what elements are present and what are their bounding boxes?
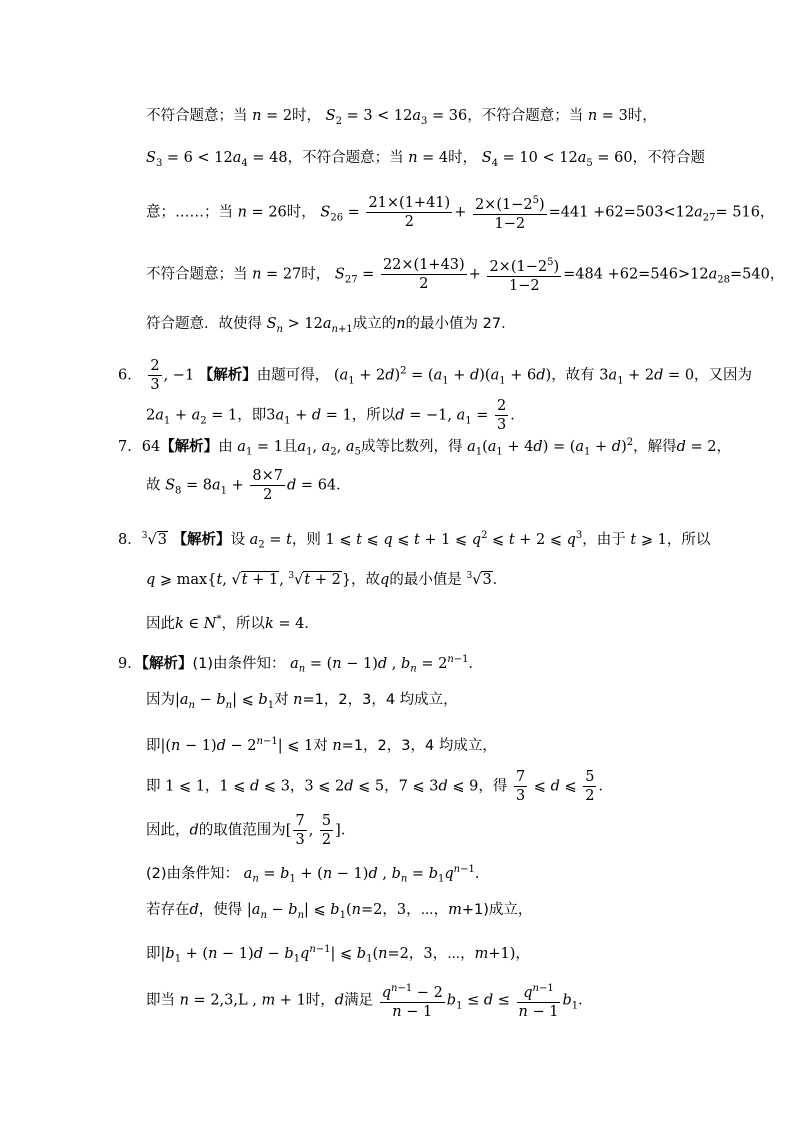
p5-line-5: 符合题意．故使得 $S_n > 12a_{n+1}$成立的n的最小值为 27． bbox=[146, 316, 516, 335]
fraction: $\frac{7}{3}$ bbox=[515, 769, 526, 804]
text: 由题可得， bbox=[256, 367, 330, 384]
text: 的取值范围为 bbox=[198, 822, 286, 839]
text: 设 bbox=[230, 531, 246, 548]
text: 时， bbox=[292, 108, 322, 124]
fraction: $\frac{q^{n-1}}{n - 1}$ bbox=[517, 980, 561, 1021]
text: 因此， bbox=[146, 822, 190, 839]
q9-line-4: 即 1 ⩽ 1，1 ⩽ d ⩽ 3，3 ⩽ 2d ⩽ 5，7 ⩽ 3d ⩽ 9，得 $\frac{7}{3}$ ⩽ d ⩽ $\frac{5}{2}$ ． bbox=[146, 769, 613, 804]
q8-line-2: q ⩾ max{t, √t + 1, $^3$√t + 2}，故q的最小值是 $^3$√3． bbox=[146, 571, 508, 588]
q9-line-1: 9．【解析】(1)由条件知： $a_n = (n - 1)d$ , $b_n = 2^{n-1}$． bbox=[118, 654, 484, 675]
text: ，即 bbox=[237, 407, 267, 424]
text: 时， bbox=[286, 204, 316, 221]
text: 时， bbox=[305, 992, 335, 1009]
analysis-tag: 【解析】 bbox=[198, 367, 257, 384]
text: +1)成立， bbox=[461, 902, 533, 918]
text: ，则 bbox=[291, 531, 321, 548]
text: 即当 bbox=[146, 992, 175, 1009]
text: ，不符合题 bbox=[632, 150, 706, 166]
fraction: $\frac{22\times(1+43)}{2}$ bbox=[382, 256, 465, 292]
p5-line-4: 不符合题意；当 n = 27时， $S_{27}$ = $\frac{22\times(1+43)}{2}$ + $\frac{2\times(1-2^5)}{1-2}$ $=484 +62=546>12a_{28}=540$， bbox=[146, 254, 784, 295]
text: 符合题意．故使得 bbox=[146, 316, 262, 332]
fraction: $\frac{21\times(1+41)}{2}$ bbox=[368, 194, 451, 230]
text: =484 +62=546>12 bbox=[563, 266, 709, 283]
text: 成等比数列，得 bbox=[360, 438, 463, 455]
text: 不符合题意；当 bbox=[146, 108, 248, 124]
text: ，不符合题意；当 bbox=[287, 150, 404, 166]
text: ，故 bbox=[351, 571, 381, 588]
answer: , −1 bbox=[163, 367, 195, 384]
text: =1，2，3，4 均成立， bbox=[341, 737, 497, 754]
question-number: 8． bbox=[118, 531, 142, 548]
text: 因此 bbox=[146, 615, 175, 632]
text: 且 bbox=[282, 438, 298, 455]
text: 时， bbox=[301, 266, 331, 283]
text: 时， bbox=[448, 150, 478, 166]
text: ，使得 bbox=[198, 902, 243, 918]
q9-line-5: 因此，d的取值范围为[ $\frac{7}{3}$ , $\frac{5}{2}$ ]． bbox=[146, 813, 356, 848]
text: ，解得 bbox=[633, 438, 677, 455]
text: =2，3，⋯， bbox=[387, 945, 475, 962]
text: 对 bbox=[313, 737, 328, 754]
text: 即 bbox=[146, 778, 161, 795]
text: 由 bbox=[218, 438, 233, 455]
text: ，又因为 bbox=[694, 367, 753, 384]
fraction: $\frac{2}{3}$ bbox=[496, 398, 507, 433]
text: ，所以 bbox=[666, 531, 711, 548]
fraction: $\frac{2\times(1-2^5)}{1-2}$ bbox=[487, 254, 561, 295]
q9-line-2: 因为$|a_n - b_n|$ ⩽ $b_1$对 n=1，2，3，4 均成立， bbox=[146, 692, 458, 711]
text: 故 bbox=[146, 477, 161, 494]
question-number: 9． bbox=[118, 655, 142, 672]
q9-line-7: 若存在d，使得 $|a_n - b_n|$ ⩽ $b_1(n=2$，3，⋯，m+1)成立， bbox=[146, 902, 533, 921]
text: =441 +62=503<12 bbox=[548, 204, 695, 221]
analysis-tag: 【解析】 bbox=[160, 438, 219, 455]
text: ，得 bbox=[478, 778, 508, 795]
text: (2)由条件知： bbox=[146, 865, 240, 882]
text: ，不符合题意；当 bbox=[467, 108, 584, 124]
text: 若存在 bbox=[146, 902, 190, 918]
text: +1)， bbox=[488, 945, 530, 962]
q9-line-9: 即当 n = 2,3,L , m + 1时，d满足 $\frac{q^{n-1} - 2}{n - 1}$ $b_1 \le d$ ≤ $\frac{q^{n-1}}{n - 1}$ $b_1$． bbox=[146, 980, 593, 1021]
fraction: $\frac{2}{3}$ bbox=[150, 358, 160, 393]
fraction: $\frac{5}{2}$ bbox=[585, 769, 595, 804]
question-number: 6． bbox=[118, 367, 142, 384]
text: =540， bbox=[730, 266, 785, 283]
text: 的最小值是 bbox=[389, 571, 462, 588]
q8-line-1: 8．$^3$√3 【解析】设 $a_2 = t$，则 1 ⩽ t ⩽ q ⩽ t + 1 ⩽ $q^2$ ⩽ t + 2 ⩽ $q^3$，由于 t ⩾ 1，所以 bbox=[118, 530, 711, 551]
text: 满足 bbox=[344, 992, 374, 1009]
text: ，所以 bbox=[351, 407, 396, 424]
text: 即 bbox=[146, 945, 161, 962]
q9-line-8: 即$|b_1 + (n - 1)d - b_1q^{n-1}|$ ⩽ $b_1(n=2$，3，⋯，m+1)， bbox=[146, 944, 530, 965]
text: ，由于 bbox=[582, 531, 626, 548]
q9-line-3: 即$|(n - 1)d - 2^{n-1}|$ ⩽ 1对 n=1，2，3，4 均成立， bbox=[146, 736, 497, 754]
q6-line-1: 6． $\frac{2}{3}$ , −1 【解析】由题可得， $(a_1 + 2d)^2 = (a_1 + d)(a_1 + 6d)$，故有 $3a_1 + 2d = 0$，又因为 bbox=[118, 358, 753, 393]
text: 不符合题意；当 bbox=[146, 266, 248, 283]
text: 即 bbox=[146, 737, 161, 754]
p5-line-2: $S_3 = 6 < 12a_4 = 48$，不符合题意；当 n = 4时， $S_4 = 10 < 12a_5 = 60$，不符合题 bbox=[146, 150, 706, 169]
text: =2，3，⋯， bbox=[360, 902, 449, 918]
text: ，所以 bbox=[221, 615, 265, 632]
question-number: 7．64 bbox=[118, 438, 161, 455]
q7-line-1: 7．64【解析】由 $a_1 = 1$且$a_1$, $a_2$, $a_5$成等比数列，得 $a_1(a_1 + 4d) = (a_1 + d)^2$，解得d = 2， bbox=[118, 437, 732, 458]
analysis-tag: 【解析】 bbox=[141, 655, 193, 672]
text: 对 bbox=[274, 692, 289, 708]
q8-line-3: 因此k ∈ N*，所以k = 4． bbox=[146, 614, 319, 632]
fraction: $\frac{5}{2}$ bbox=[321, 813, 332, 848]
text: (1)由条件知： bbox=[192, 655, 286, 672]
text: 成立的 bbox=[352, 316, 397, 332]
text: =1，2，3，4 均成立， bbox=[302, 692, 458, 708]
text: 因为 bbox=[146, 692, 175, 708]
q7-line-2: 故 $S_8 = 8a_1$ + $\frac{8\times 7}{2}$ d = 64． bbox=[146, 468, 351, 503]
p5-line-3: 意；……；当 n = 26时， $S_{26}$ = $\frac{21\times(1+41)}{2}$ + $\frac{2\times(1-2^5)}{1-2}$ $=441 +62=503<12a_{27}= 516$， bbox=[146, 192, 774, 233]
fraction: $\frac{2\times(1-2^5)}{1-2}$ bbox=[473, 192, 547, 233]
text: ，故有 bbox=[551, 367, 595, 384]
q9-line-6: (2)由条件知： $a_n = b_1 + (n - 1)d$ , $b_n = b_1q^{n-1}$． bbox=[146, 864, 490, 885]
fraction: $\frac{q^{n-1} - 2}{n - 1}$ bbox=[380, 980, 445, 1021]
text: 时， bbox=[627, 108, 657, 124]
text: 意；……；当 bbox=[146, 204, 233, 221]
q6-line-2: $2a_1 + a_2 = 1$，即$3a_1 + d = 1$，所以d = −1, $a_1$ = $\frac{2}{3}$ ． bbox=[146, 398, 525, 433]
text: = 516， bbox=[715, 204, 775, 221]
fraction: $\frac{8\times 7}{2}$ bbox=[252, 468, 284, 503]
text: 的最小值为 27． bbox=[405, 316, 516, 332]
fraction: $\frac{7}{3}$ bbox=[295, 813, 305, 848]
analysis-tag: 【解析】 bbox=[172, 531, 231, 548]
p5-line-1: 不符合题意；当 n = 2时， $S_2 = 3 < 12a_3 = 36$，不符合题意；当 n = 3时， bbox=[146, 108, 657, 127]
